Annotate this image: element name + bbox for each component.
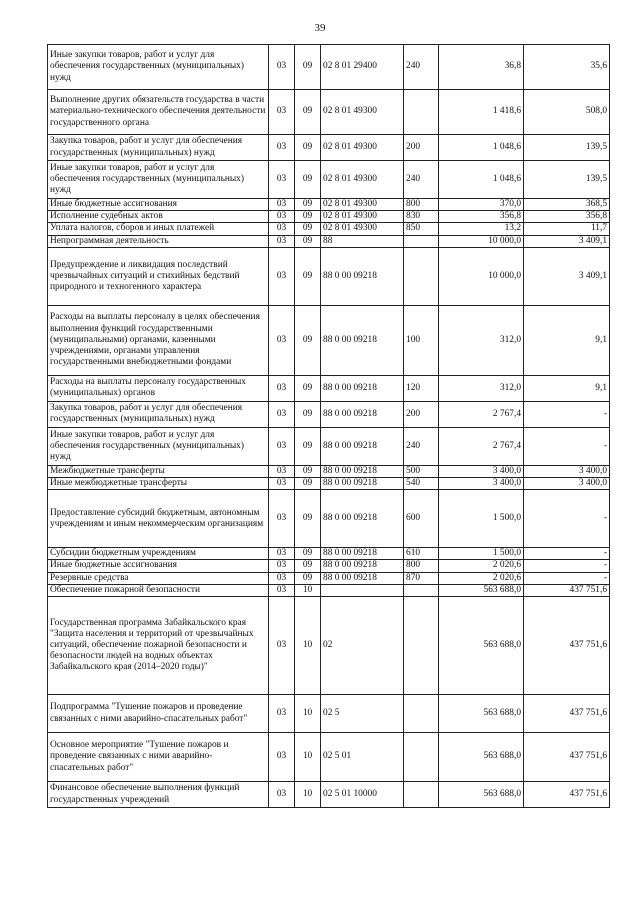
row-name-cell: Исполнение судебных актов	[48, 211, 269, 223]
table-row	[48, 211, 610, 223]
table-row	[48, 135, 610, 161]
amount-executed-cell: 3 400,0	[524, 478, 610, 490]
section-code-cell: 03	[269, 427, 295, 465]
table-row	[48, 733, 610, 782]
amount-executed-cell: 3 409,1	[524, 235, 610, 247]
subsection-code-cell: 09	[295, 465, 321, 477]
amount-executed-cell: -	[524, 490, 610, 548]
amount-executed-cell: 437 751,6	[524, 782, 610, 808]
expense-type-code-cell: 800	[404, 199, 439, 211]
target-article-code-cell: 88 0 00 09218	[321, 478, 404, 490]
subsection-code-cell: 09	[295, 572, 321, 584]
target-article-code-cell: 88 0 00 09218	[321, 572, 404, 584]
table-row	[48, 490, 610, 548]
budget-table-body	[48, 45, 610, 808]
amount-approved-cell: 563 688,0	[439, 597, 524, 695]
amount-executed-cell: 437 751,6	[524, 584, 610, 596]
amount-executed-cell: 3 400,0	[524, 465, 610, 477]
expense-type-code-cell: 870	[404, 572, 439, 584]
section-code-cell: 03	[269, 90, 295, 135]
amount-executed-cell: 11,7	[524, 223, 610, 235]
subsection-code-cell: 09	[295, 223, 321, 235]
amount-approved-cell: 3 400,0	[439, 465, 524, 477]
expense-type-code-cell	[404, 695, 439, 733]
subsection-code-cell: 09	[295, 490, 321, 548]
section-code-cell: 03	[269, 401, 295, 427]
amount-approved-cell: 563 688,0	[439, 733, 524, 782]
target-article-code-cell: 88 0 00 09218	[321, 560, 404, 572]
table-row	[48, 199, 610, 211]
table-row	[48, 584, 610, 596]
subsection-code-cell: 09	[295, 161, 321, 199]
amount-approved-cell: 2 020,6	[439, 572, 524, 584]
row-name-cell: Обеспечение пожарной безопасности	[48, 584, 269, 596]
subsection-code-cell: 10	[295, 584, 321, 596]
row-name-cell: Закупка товаров, работ и услуг для обеспечения государственных (муниципальных) нужд	[48, 401, 269, 427]
target-article-code-cell: 02 8 01 49300	[321, 161, 404, 199]
section-code-cell: 03	[269, 375, 295, 401]
table-row	[48, 45, 610, 90]
amount-approved-cell: 1 048,6	[439, 161, 524, 199]
table-row	[48, 560, 610, 572]
expense-type-code-cell	[404, 584, 439, 596]
subsection-code-cell: 10	[295, 597, 321, 695]
amount-approved-cell: 370,0	[439, 199, 524, 211]
amount-approved-cell: 2 020,6	[439, 560, 524, 572]
expense-type-code-cell: 240	[404, 161, 439, 199]
expense-type-code-cell: 200	[404, 401, 439, 427]
table-row	[48, 235, 610, 247]
section-code-cell: 03	[269, 597, 295, 695]
amount-approved-cell: 1 500,0	[439, 548, 524, 560]
row-name-cell: Иные бюджетные ассигнования	[48, 560, 269, 572]
amount-executed-cell: 437 751,6	[524, 695, 610, 733]
target-article-code-cell: 88 0 00 09218	[321, 465, 404, 477]
expense-type-code-cell: 240	[404, 45, 439, 90]
subsection-code-cell: 09	[295, 45, 321, 90]
amount-executed-cell: 139,5	[524, 161, 610, 199]
table-row	[48, 465, 610, 477]
row-name-cell: Предоставление субсидий бюджетным, автономным учреждениям и иным некоммерческим организациям	[48, 490, 269, 548]
section-code-cell: 03	[269, 548, 295, 560]
amount-approved-cell: 563 688,0	[439, 782, 524, 808]
amount-executed-cell: 9,1	[524, 375, 610, 401]
row-name-cell: Подпрограмма "Тушение пожаров и проведение связанных с ними аварийно-спасательных работ"	[48, 695, 269, 733]
table-row	[48, 90, 610, 135]
subsection-code-cell: 09	[295, 548, 321, 560]
table-row	[48, 161, 610, 199]
subsection-code-cell: 10	[295, 695, 321, 733]
table-row	[48, 427, 610, 465]
target-article-code-cell	[321, 584, 404, 596]
amount-executed-cell: 139,5	[524, 135, 610, 161]
page-number: 39	[314, 22, 326, 34]
row-name-cell: Финансовое обеспечение выполнения функций государственных учреждений	[48, 782, 269, 808]
section-code-cell: 03	[269, 572, 295, 584]
amount-executed-cell: -	[524, 427, 610, 465]
target-article-code-cell: 02 8 01 49300	[321, 199, 404, 211]
expense-type-code-cell: 610	[404, 548, 439, 560]
row-name-cell: Иные закупки товаров, работ и услуг для обеспечения государственных (муниципальных) нужд	[48, 161, 269, 199]
section-code-cell: 03	[269, 695, 295, 733]
amount-approved-cell: 2 767,4	[439, 427, 524, 465]
amount-executed-cell: -	[524, 401, 610, 427]
target-article-code-cell: 02 8 01 49300	[321, 211, 404, 223]
amount-approved-cell: 10 000,0	[439, 247, 524, 305]
target-article-code-cell: 02 5 01 10000	[321, 782, 404, 808]
target-article-code-cell: 88 0 00 09218	[321, 375, 404, 401]
amount-executed-cell: 437 751,6	[524, 597, 610, 695]
row-name-cell: Предупреждение и ликвидация последствий чрезвычайных ситуаций и стихийных бедствий природного и техногенного характера	[48, 247, 269, 305]
amount-executed-cell: -	[524, 572, 610, 584]
amount-approved-cell: 36,8	[439, 45, 524, 90]
subsection-code-cell: 09	[295, 560, 321, 572]
row-name-cell: Иные бюджетные ассигнования	[48, 199, 269, 211]
section-code-cell: 03	[269, 584, 295, 596]
target-article-code-cell: 88 0 00 09218	[321, 548, 404, 560]
row-name-cell: Выполнение других обязательств государства в части материально-технического обеспечения деятельности государственного органа	[48, 90, 269, 135]
row-name-cell: Межбюджетные трансферты	[48, 465, 269, 477]
section-code-cell: 03	[269, 782, 295, 808]
expense-type-code-cell	[404, 597, 439, 695]
amount-executed-cell: 35,6	[524, 45, 610, 90]
row-name-cell: Расходы на выплаты персоналу в целях обеспечения выполнения функций государственными (муниципальными) органами, казенными учреждениями, органами управления государственными внебюджетными фондами	[48, 305, 269, 375]
target-article-code-cell: 02 8 01 49300	[321, 223, 404, 235]
target-article-code-cell: 02 8 01 49300	[321, 135, 404, 161]
expense-type-code-cell: 100	[404, 305, 439, 375]
table-row	[48, 375, 610, 401]
subsection-code-cell: 09	[295, 211, 321, 223]
section-code-cell: 03	[269, 45, 295, 90]
subsection-code-cell: 09	[295, 235, 321, 247]
expense-type-code-cell: 800	[404, 560, 439, 572]
target-article-code-cell: 02 5 01	[321, 733, 404, 782]
expense-type-code-cell: 830	[404, 211, 439, 223]
target-article-code-cell: 02	[321, 597, 404, 695]
amount-approved-cell: 1 500,0	[439, 490, 524, 548]
amount-approved-cell: 1 048,6	[439, 135, 524, 161]
section-code-cell: 03	[269, 560, 295, 572]
expense-type-code-cell	[404, 90, 439, 135]
target-article-code-cell: 88	[321, 235, 404, 247]
section-code-cell: 03	[269, 465, 295, 477]
subsection-code-cell: 09	[295, 305, 321, 375]
row-name-cell: Основное мероприятие "Тушение пожаров и проведение связанных с ними аварийно-спасательных работ"	[48, 733, 269, 782]
target-article-code-cell: 02 8 01 49300	[321, 90, 404, 135]
row-name-cell: Иные межбюджетные трансферты	[48, 478, 269, 490]
amount-approved-cell: 563 688,0	[439, 584, 524, 596]
amount-approved-cell: 1 418,6	[439, 90, 524, 135]
section-code-cell: 03	[269, 305, 295, 375]
subsection-code-cell: 09	[295, 401, 321, 427]
expense-type-code-cell: 850	[404, 223, 439, 235]
target-article-code-cell: 88 0 00 09218	[321, 247, 404, 305]
amount-approved-cell: 2 767,4	[439, 401, 524, 427]
subsection-code-cell: 09	[295, 427, 321, 465]
amount-executed-cell: 437 751,6	[524, 733, 610, 782]
section-code-cell: 03	[269, 247, 295, 305]
expense-type-code-cell: 240	[404, 427, 439, 465]
expense-type-code-cell	[404, 235, 439, 247]
table-row	[48, 247, 610, 305]
target-article-code-cell: 88 0 00 09218	[321, 427, 404, 465]
row-name-cell: Резервные средства	[48, 572, 269, 584]
expense-type-code-cell	[404, 782, 439, 808]
expense-type-code-cell: 120	[404, 375, 439, 401]
row-name-cell: Иные закупки товаров, работ и услуг для обеспечения государственных (муниципальных) нужд	[48, 45, 269, 90]
row-name-cell: Субсидии бюджетным учреждениям	[48, 548, 269, 560]
table-row	[48, 597, 610, 695]
target-article-code-cell: 88 0 00 09218	[321, 401, 404, 427]
amount-approved-cell: 312,0	[439, 305, 524, 375]
expense-type-code-cell: 540	[404, 478, 439, 490]
section-code-cell: 03	[269, 235, 295, 247]
amount-executed-cell: 356,8	[524, 211, 610, 223]
budget-table	[47, 44, 610, 808]
row-name-cell: Государственная программа Забайкальского края "Защита населения и территорий от чрезвычайных ситуаций, обеспечение пожарной безопасности и безопасности людей на водных объектах Забайкальского края (2014–2020 годы)"	[48, 597, 269, 695]
expense-type-code-cell	[404, 733, 439, 782]
section-code-cell: 03	[269, 733, 295, 782]
row-name-cell: Непрограммная деятельность	[48, 235, 269, 247]
expense-type-code-cell: 200	[404, 135, 439, 161]
amount-executed-cell: 9,1	[524, 305, 610, 375]
subsection-code-cell: 09	[295, 247, 321, 305]
amount-executed-cell: -	[524, 560, 610, 572]
table-row	[48, 782, 610, 808]
subsection-code-cell: 10	[295, 782, 321, 808]
amount-approved-cell: 563 688,0	[439, 695, 524, 733]
section-code-cell: 03	[269, 135, 295, 161]
amount-executed-cell: 508,0	[524, 90, 610, 135]
section-code-cell: 03	[269, 478, 295, 490]
section-code-cell: 03	[269, 161, 295, 199]
amount-approved-cell: 3 400,0	[439, 478, 524, 490]
amount-approved-cell: 10 000,0	[439, 235, 524, 247]
section-code-cell: 03	[269, 199, 295, 211]
expense-type-code-cell: 500	[404, 465, 439, 477]
row-name-cell: Закупка товаров, работ и услуг для обеспечения государственных (муниципальных) нужд	[48, 135, 269, 161]
subsection-code-cell: 09	[295, 478, 321, 490]
amount-executed-cell: -	[524, 548, 610, 560]
subsection-code-cell: 09	[295, 375, 321, 401]
expense-type-code-cell	[404, 247, 439, 305]
amount-approved-cell: 356,8	[439, 211, 524, 223]
section-code-cell: 03	[269, 223, 295, 235]
subsection-code-cell: 09	[295, 199, 321, 211]
subsection-code-cell: 09	[295, 90, 321, 135]
amount-approved-cell: 13,2	[439, 223, 524, 235]
table-row	[48, 223, 610, 235]
table-row	[48, 478, 610, 490]
target-article-code-cell: 02 5	[321, 695, 404, 733]
row-name-cell: Уплата налогов, сборов и иных платежей	[48, 223, 269, 235]
target-article-code-cell: 88 0 00 09218	[321, 305, 404, 375]
table-row	[48, 401, 610, 427]
row-name-cell: Иные закупки товаров, работ и услуг для обеспечения государственных (муниципальных) нужд	[48, 427, 269, 465]
target-article-code-cell: 02 8 01 29400	[321, 45, 404, 90]
table-row	[48, 548, 610, 560]
amount-executed-cell: 3 409,1	[524, 247, 610, 305]
target-article-code-cell: 88 0 00 09218	[321, 490, 404, 548]
row-name-cell: Расходы на выплаты персоналу государственных (муниципальных) органов	[48, 375, 269, 401]
expense-type-code-cell: 600	[404, 490, 439, 548]
subsection-code-cell: 09	[295, 135, 321, 161]
section-code-cell: 03	[269, 211, 295, 223]
subsection-code-cell: 10	[295, 733, 321, 782]
table-row	[48, 695, 610, 733]
table-row	[48, 572, 610, 584]
amount-approved-cell: 312,0	[439, 375, 524, 401]
section-code-cell: 03	[269, 490, 295, 548]
amount-executed-cell: 368,5	[524, 199, 610, 211]
table-row	[48, 305, 610, 375]
